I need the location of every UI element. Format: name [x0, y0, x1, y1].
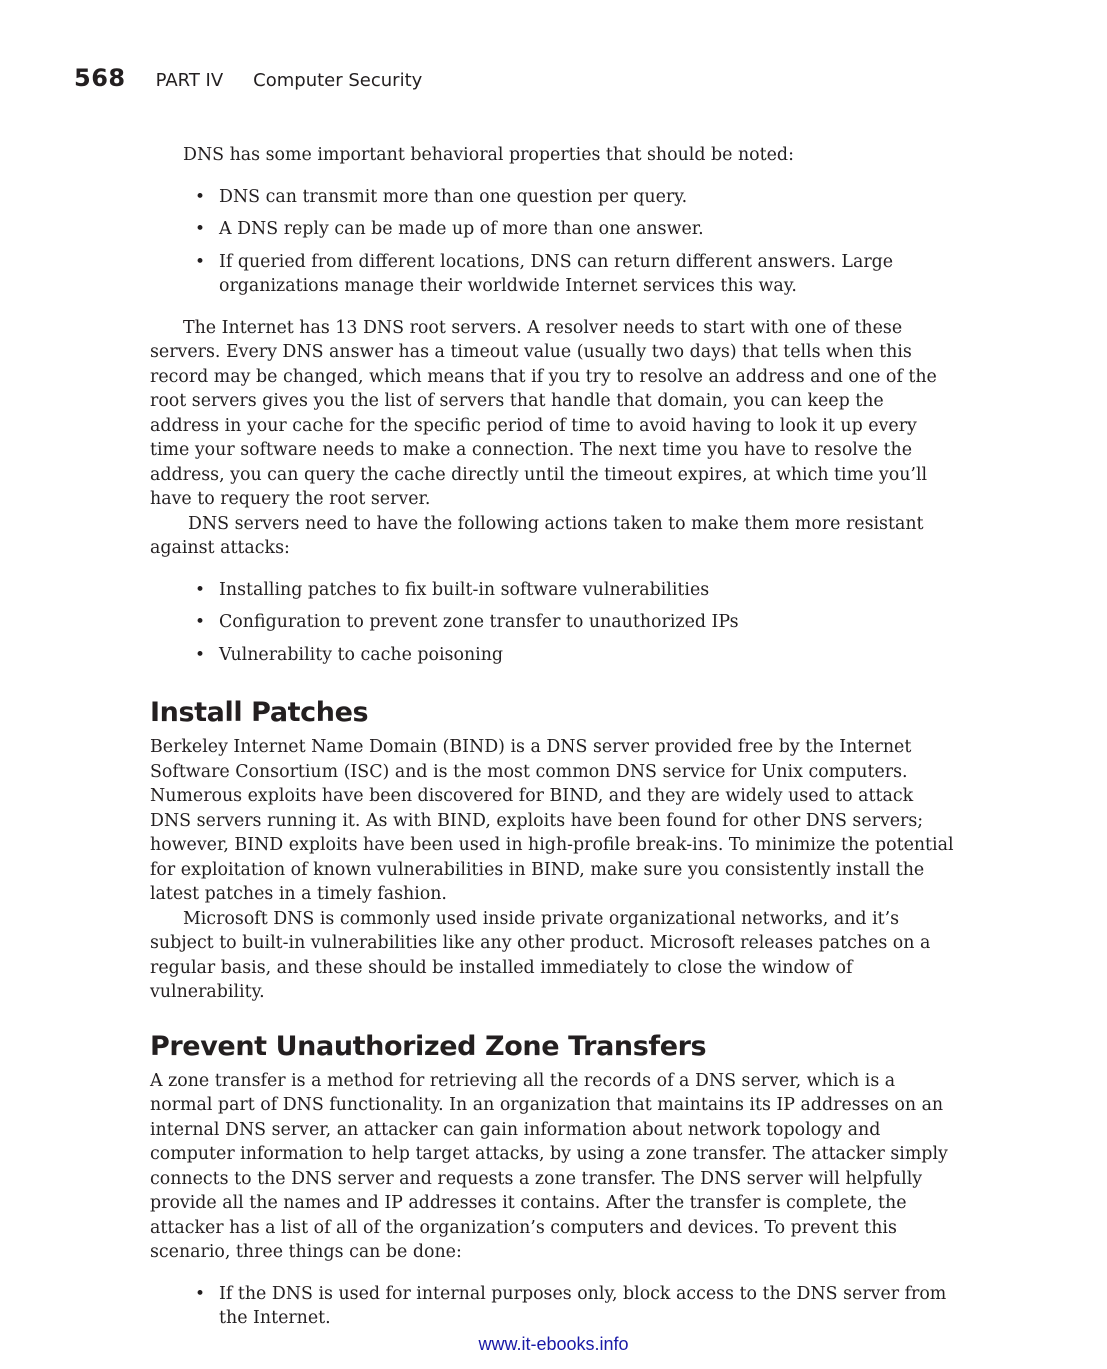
zone-transfer-paragraph: A zone transfer is a method for retrieving all the records of a DNS server, which is a normal part of DNS functionality. In an organization that maintains its IP addresses on an internal DNS server, an attacker can gain information about network topology and computer information to help target attacks, by using a zone transfer. The attacker simply connects to the DNS server and requests a zone transfer. The DNS server will helpfully provide all the names and IP addresses it contains. After the transfer is complete, the attacker has a list of all of the organization’s computers and devices. To prevent this scenario, three things can be done: — [150, 1070, 948, 1262]
zone-transfer-list — [150, 1282, 958, 1331]
list-item-text: If queried from different locations, DNS can return different answers. Large organizations manage their worldwide Internet services this way. — [219, 251, 894, 296]
list-item — [150, 643, 958, 668]
bullet-icon: • — [195, 219, 206, 239]
list-item — [150, 217, 958, 242]
section-label: Computer Security — [253, 70, 423, 91]
list-item — [150, 250, 958, 299]
list-item-text: A DNS reply can be made up of more than one answer. — [219, 219, 704, 239]
bullet-icon: • — [195, 1283, 206, 1304]
part-label: PART IV — [155, 70, 224, 91]
actions-list — [150, 578, 958, 668]
list-item — [150, 578, 958, 603]
intro-lead: DNS has some important behavioral properties that should be noted: — [183, 145, 794, 165]
list-item-text: Configuration to prevent zone transfer to unauthorized IPs — [219, 612, 739, 632]
list-item-text: Vulnerability to cache poisoning — [219, 644, 504, 665]
actions-lead: DNS servers need to have the following actions taken to make them more resistant against attacks: — [150, 513, 924, 558]
bullet-icon: • — [195, 251, 206, 272]
root-servers-paragraph: The Internet has 13 DNS root servers. A resolver needs to start with one of these servers. Every DNS answer has a timeout value (usually two days) that tells when this record may be changed, which means that if you try to resolve an address and one of the root servers gives you the list of servers that handle that domain, you can keep the address in your cache for the specific period of time to avoid having to look it up every time your software needs to make a connection. The next time you have to resolve the address, you can query the cache directly until the timeout expires, at which time you’ll have to requery the root server. — [150, 317, 937, 509]
bullet-icon: • — [195, 612, 206, 632]
zone-transfers-heading: Prevent Unauthorized Zone Transfers — [150, 1030, 707, 1062]
microsoft-dns-paragraph: Microsoft DNS is commonly used inside private organizational networks, and it’s subject to built-in vulnerabilities like any other product. Microsoft releases patches on a regular basis, and these should be installed immediately to close the window of vulnerability. — [150, 908, 931, 1002]
list-item-text: If the DNS is used for internal purposes only, block access to the DNS server from the Internet. — [219, 1283, 947, 1328]
list-item — [150, 610, 958, 635]
bullet-icon: • — [195, 579, 206, 600]
list-item-text: DNS can transmit more than one question per query. — [219, 186, 688, 207]
list-item — [150, 1282, 958, 1331]
bullet-icon: • — [195, 186, 206, 207]
bind-paragraph: Berkeley Internet Name Domain (BIND) is a DNS server provided free by the Internet Software Consortium (ISC) and is the most common DNS service for Unix computers. Numerous exploits have been discovered for BIND, and they are widely used to attack DNS servers running it. As with BIND, exploits have been found for other DNS servers; however, BIND exploits have been used in high-profile break-ins. To minimize the potential for exploitation of known vulnerabilities in BIND, make sure you consistently install the latest patches in a timely fashion. — [150, 737, 954, 904]
body-text — [150, 143, 958, 1331]
footer-link[interactable]: www.it-ebooks.info — [478, 1334, 629, 1354]
running-head — [74, 64, 422, 92]
list-item-text: Installing patches to fix built-in software vulnerabilities — [219, 579, 710, 600]
list-item — [150, 185, 958, 210]
install-patches-heading: Install Patches — [150, 697, 369, 728]
page-number: 568 — [74, 64, 126, 92]
properties-list — [150, 185, 958, 299]
bullet-icon: • — [195, 644, 206, 665]
